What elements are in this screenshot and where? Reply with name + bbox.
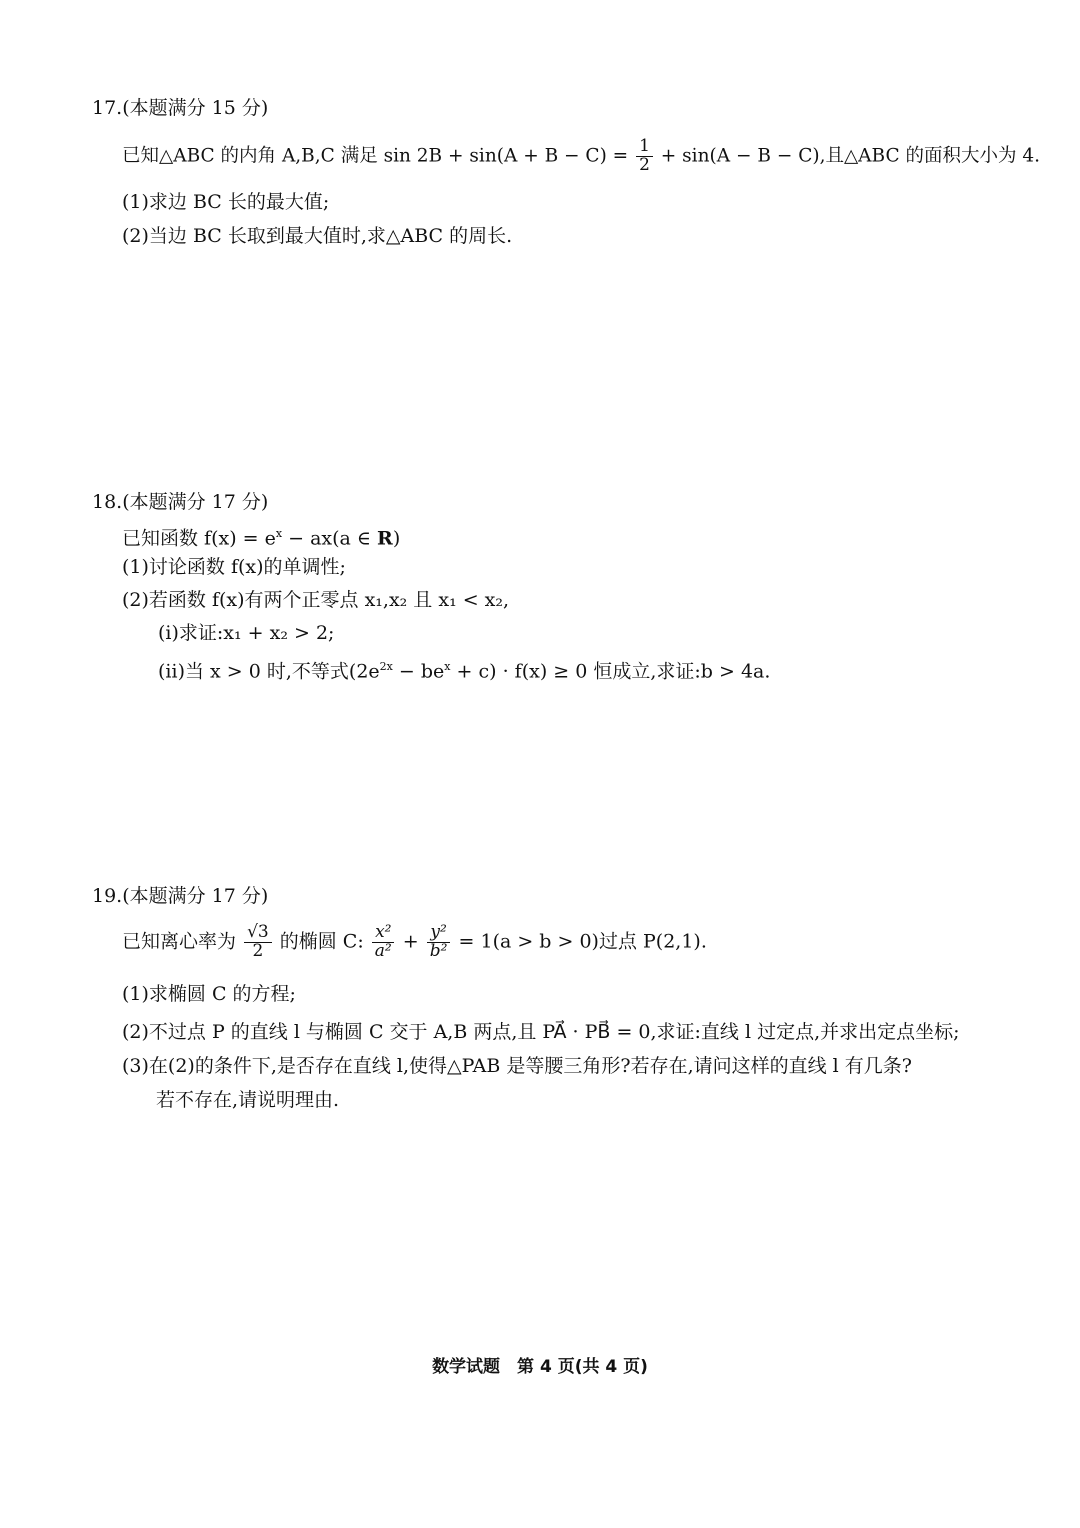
- q19-y-numerator: y²: [427, 924, 449, 943]
- q18-stem-b: − ax(a ∈: [282, 527, 378, 550]
- q18-sub2: [158, 655, 770, 683]
- q18-part1: (1)讨论函数 f(x)的单调性;: [122, 556, 346, 578]
- q19-x-denominator: a²: [374, 940, 392, 961]
- q19-part1: (1)求椭圆 C 的方程;: [122, 983, 296, 1005]
- q18-stem-a: 已知函数 f(x) = e: [122, 527, 276, 550]
- q18-part2: (2)若函数 f(x)有两个正零点 x₁,x₂ 且 x₁ < x₂,: [122, 589, 510, 611]
- q17-frac-denominator: 2: [639, 154, 650, 175]
- q18-sub1: (ⅰ)求证:x₁ + x₂ > 2;: [158, 622, 335, 644]
- q19-y-fraction: [427, 924, 451, 961]
- q19-stem-b: 的椭圆 C:: [279, 930, 364, 953]
- q18-sub2-c: + c) · f(x) ≥ 0 恒成立,求证:b > 4a.: [450, 660, 771, 683]
- q19-part2: (2)不过点 P 的直线 l 与椭圆 C 交于 A,B 两点,且 PA⃗ · PB⃗ = 0,求证:直线 l 过定点,并求出定点坐标;: [122, 1021, 960, 1043]
- q18-stem-real-set: R: [377, 527, 393, 550]
- page-footer: 数学试题 第 4 页(共 4 页): [432, 1357, 648, 1377]
- q19-x-numerator: x²: [372, 924, 394, 943]
- q19-stem-c: = 1(a > b > 0)过点 P(2,1).: [458, 930, 707, 953]
- q19-part3-line1: (3)在(2)的条件下,是否存在直线 l,使得△PAB 是等腰三角形?若存在,请问这样的直线 l 有几条?: [122, 1055, 912, 1077]
- q18-stem: [122, 522, 400, 550]
- q18-stem-c: ): [392, 527, 401, 550]
- q19-eccentricity-fraction: [244, 924, 272, 961]
- q19-y-denominator: b²: [429, 940, 448, 961]
- q19-x-fraction: [372, 924, 395, 961]
- q18-sub2-exponent2: x: [444, 660, 451, 673]
- q17-stem-part2: + sin(A − B − C),且△ABC 的面积大小为 4.: [660, 145, 1041, 167]
- q19-ecc-numerator: √3: [244, 924, 272, 943]
- q18-sub2-a: (ⅱ)当 x > 0 时,不等式(2e: [158, 660, 380, 683]
- q17-stem-part1: 已知△ABC 的内角 A,B,C 满足 sin 2B + sin(A + B − C) =: [122, 145, 629, 167]
- q19-part3-line2: 若不存在,请说明理由.: [156, 1089, 340, 1111]
- q17-header: 17.(本题满分 15 分): [92, 97, 269, 119]
- q19-stem-a: 已知离心率为: [122, 930, 237, 953]
- q19-stem-plus: +: [402, 930, 419, 953]
- q19-ecc-denominator: 2: [252, 940, 264, 961]
- q17-stem: [122, 138, 1040, 175]
- q18-header: 18.(本题满分 17 分): [92, 491, 269, 513]
- q17-part1: (1)求边 BC 长的最大值;: [122, 191, 330, 213]
- q18-sub2-exponent1: 2x: [379, 660, 393, 673]
- q18-stem-exponent: x: [275, 527, 283, 540]
- q17-part2: (2)当边 BC 长取到最大值时,求△ABC 的周长.: [122, 225, 513, 247]
- q17-fraction: [636, 138, 653, 175]
- q17-frac-numerator: 1: [636, 138, 653, 157]
- q19-header: 19.(本题满分 17 分): [92, 885, 269, 907]
- q18-sub2-b: − be: [392, 660, 445, 683]
- q19-stem: [122, 924, 707, 961]
